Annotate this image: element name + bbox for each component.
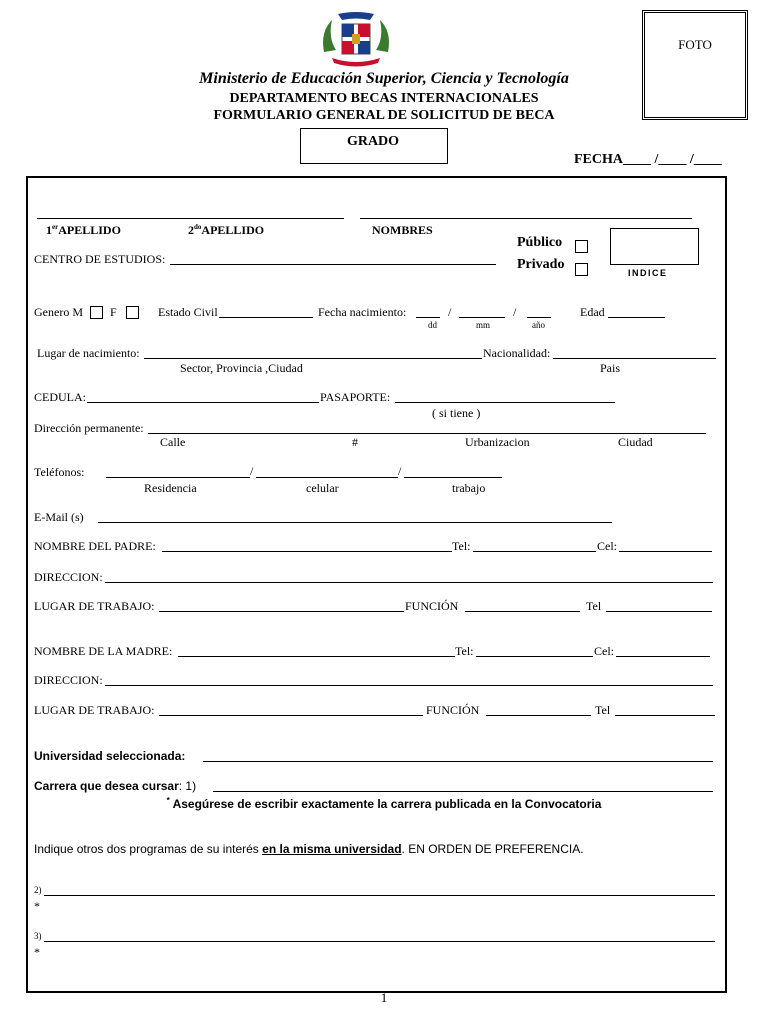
email-label: E-Mail (s) — [34, 510, 84, 524]
mm-hint: mm — [476, 320, 491, 330]
phone-work-input[interactable] — [404, 477, 502, 478]
fecha-field[interactable]: FECHA____ /____ /____ — [574, 152, 722, 167]
option-3-star: * — [34, 945, 40, 959]
photo-box — [642, 10, 748, 120]
birth-slash-1: / — [448, 305, 452, 319]
photo-label: FOTO — [678, 37, 712, 52]
passport-hint: ( si tiene ) — [432, 406, 481, 420]
birth-month-input[interactable] — [459, 317, 505, 318]
civil-status-label: Estado Civil — [158, 305, 218, 319]
surname-line[interactable] — [37, 218, 344, 219]
father-name-label: NOMBRE DEL PADRE: — [34, 539, 156, 553]
street-hint: Calle — [160, 435, 186, 449]
public-checkbox[interactable] — [575, 240, 588, 253]
residence-hint: Residencia — [144, 481, 197, 495]
phone-slash-2: / — [398, 464, 402, 478]
father-name-input[interactable] — [162, 551, 452, 552]
cedula-label: CEDULA: — [34, 390, 86, 404]
names-label: NOMBRES — [372, 223, 433, 237]
coat-of-arms-logo — [318, 12, 394, 68]
father-workplace-input[interactable] — [159, 611, 404, 612]
first-surname-label: 1erAPELLIDO — [46, 223, 121, 237]
country-hint: Pais — [600, 361, 621, 375]
father-work-tel-input[interactable] — [606, 611, 712, 612]
father-workplace-label: LUGAR DE TRABAJO: — [34, 599, 155, 613]
passport-input[interactable] — [395, 402, 615, 403]
dd-hint: dd — [428, 320, 437, 330]
birthplace-label: Lugar de nacimiento: — [37, 346, 140, 360]
career-label: Carrera que desea cursar: 1) — [34, 779, 197, 793]
option-2-label: 2) — [34, 885, 42, 895]
mother-function-label: FUNCIÓN — [426, 703, 480, 717]
mother-name-input[interactable] — [178, 656, 455, 657]
second-surname-label: $2^{do}APELLIDO$ — [188, 223, 265, 237]
form-frame — [26, 176, 727, 993]
father-cel-input[interactable] — [619, 551, 712, 552]
birth-day-input[interactable] — [416, 317, 440, 318]
career-note: * Asegúrese de escribir exactamente la carrera publicada en la Convocatoria — [166, 796, 602, 811]
phones-label: Teléfonos: — [34, 465, 85, 479]
work-hint: trabajo — [452, 481, 486, 495]
father-tel-input[interactable] — [473, 551, 596, 552]
mother-name-label: NOMBRE DE LA MADRE: — [34, 644, 173, 658]
passport-label: PASAPORTE: — [320, 390, 391, 404]
phone-slash-1: / — [250, 464, 254, 478]
father-work-tel-label: Tel — [586, 599, 602, 613]
email-input[interactable] — [98, 522, 612, 523]
mother-function-input[interactable] — [486, 715, 591, 716]
city-hint: Ciudad — [618, 435, 653, 449]
mother-workplace-label: LUGAR DE TRABAJO: — [34, 703, 155, 717]
form-title: FORMULARIO GENERAL DE SOLICITUD DE BECA — [213, 108, 555, 123]
mother-work-tel-input[interactable] — [615, 715, 715, 716]
mother-cel-label: Cel: — [594, 644, 614, 658]
nationality-label: Nacionalidad: — [483, 346, 551, 360]
father-address-label: DIRECCION: — [34, 570, 103, 584]
names-line[interactable] — [360, 218, 692, 219]
gender-f-checkbox[interactable] — [126, 306, 139, 319]
father-address-input[interactable] — [105, 582, 713, 583]
level-label: GRADO — [346, 134, 400, 149]
private-label: Privado — [517, 257, 565, 272]
gender-label: Genero M — [34, 305, 83, 319]
ministry-title: Ministerio de Educación Superior, Ciencia y Tecnología — [199, 70, 569, 87]
address-input[interactable] — [148, 433, 706, 434]
school-label: CENTRO DE ESTUDIOS: — [34, 252, 166, 266]
birth-year-input[interactable] — [527, 317, 551, 318]
mother-work-tel-label: Tel — [595, 703, 611, 717]
mother-tel-input[interactable] — [476, 656, 593, 657]
father-cel-label: Cel: — [597, 539, 617, 553]
school-input[interactable] — [170, 264, 496, 265]
page-number: 1 — [380, 990, 388, 1005]
option-2-star: * — [34, 899, 40, 913]
other-programs-instruction: Indique otros dos programas de su interés en la misma universidad. EN ORDEN DE PREFERENCIA. — [34, 842, 584, 856]
birth-slash-2: / — [513, 305, 517, 319]
university-label: Universidad seleccionada: — [34, 749, 186, 763]
mother-cel-input[interactable] — [616, 656, 710, 657]
option-2-input[interactable] — [44, 895, 715, 896]
career-1-input[interactable] — [213, 791, 713, 792]
gender-m-checkbox[interactable] — [90, 306, 103, 319]
age-input[interactable] — [608, 317, 665, 318]
mobile-hint: celular — [306, 481, 339, 495]
phone-residence-input[interactable] — [106, 477, 250, 478]
private-checkbox[interactable] — [575, 263, 588, 276]
address-label: Dirección permanente: — [34, 421, 144, 435]
father-tel-label: Tel: — [452, 539, 471, 553]
mother-address-label: DIRECCION: — [34, 673, 103, 687]
gender-f-label: F — [110, 305, 117, 319]
nationality-input[interactable] — [553, 358, 716, 359]
public-label: Público — [517, 235, 563, 250]
option-3-label: 3) — [34, 931, 42, 941]
index-box[interactable] — [610, 228, 699, 265]
option-3-input[interactable] — [44, 941, 715, 942]
department-title: DEPARTAMENTO BECAS INTERNACIONALES — [229, 91, 539, 106]
year-hint: año — [532, 320, 545, 330]
birthplace-hint: Sector, Provincia ,Ciudad — [180, 361, 303, 375]
father-function-input[interactable] — [465, 611, 580, 612]
university-input[interactable] — [203, 761, 713, 762]
number-hint: # — [352, 435, 358, 449]
index-label: INDICE — [628, 268, 668, 278]
father-function-label: FUNCIÓN — [405, 599, 459, 613]
civil-status-input[interactable] — [219, 317, 313, 318]
mother-address-input[interactable] — [105, 685, 713, 686]
birthdate-label: Fecha nacimiento: — [318, 305, 407, 319]
age-label: Edad — [580, 305, 605, 319]
cedula-input[interactable] — [87, 402, 319, 403]
mother-tel-label: Tel: — [455, 644, 474, 658]
phone-mobile-input[interactable] — [256, 477, 398, 478]
mother-workplace-input[interactable] — [159, 715, 423, 716]
birthplace-input[interactable] — [144, 358, 482, 359]
urbanization-hint: Urbanizacion — [465, 435, 530, 449]
